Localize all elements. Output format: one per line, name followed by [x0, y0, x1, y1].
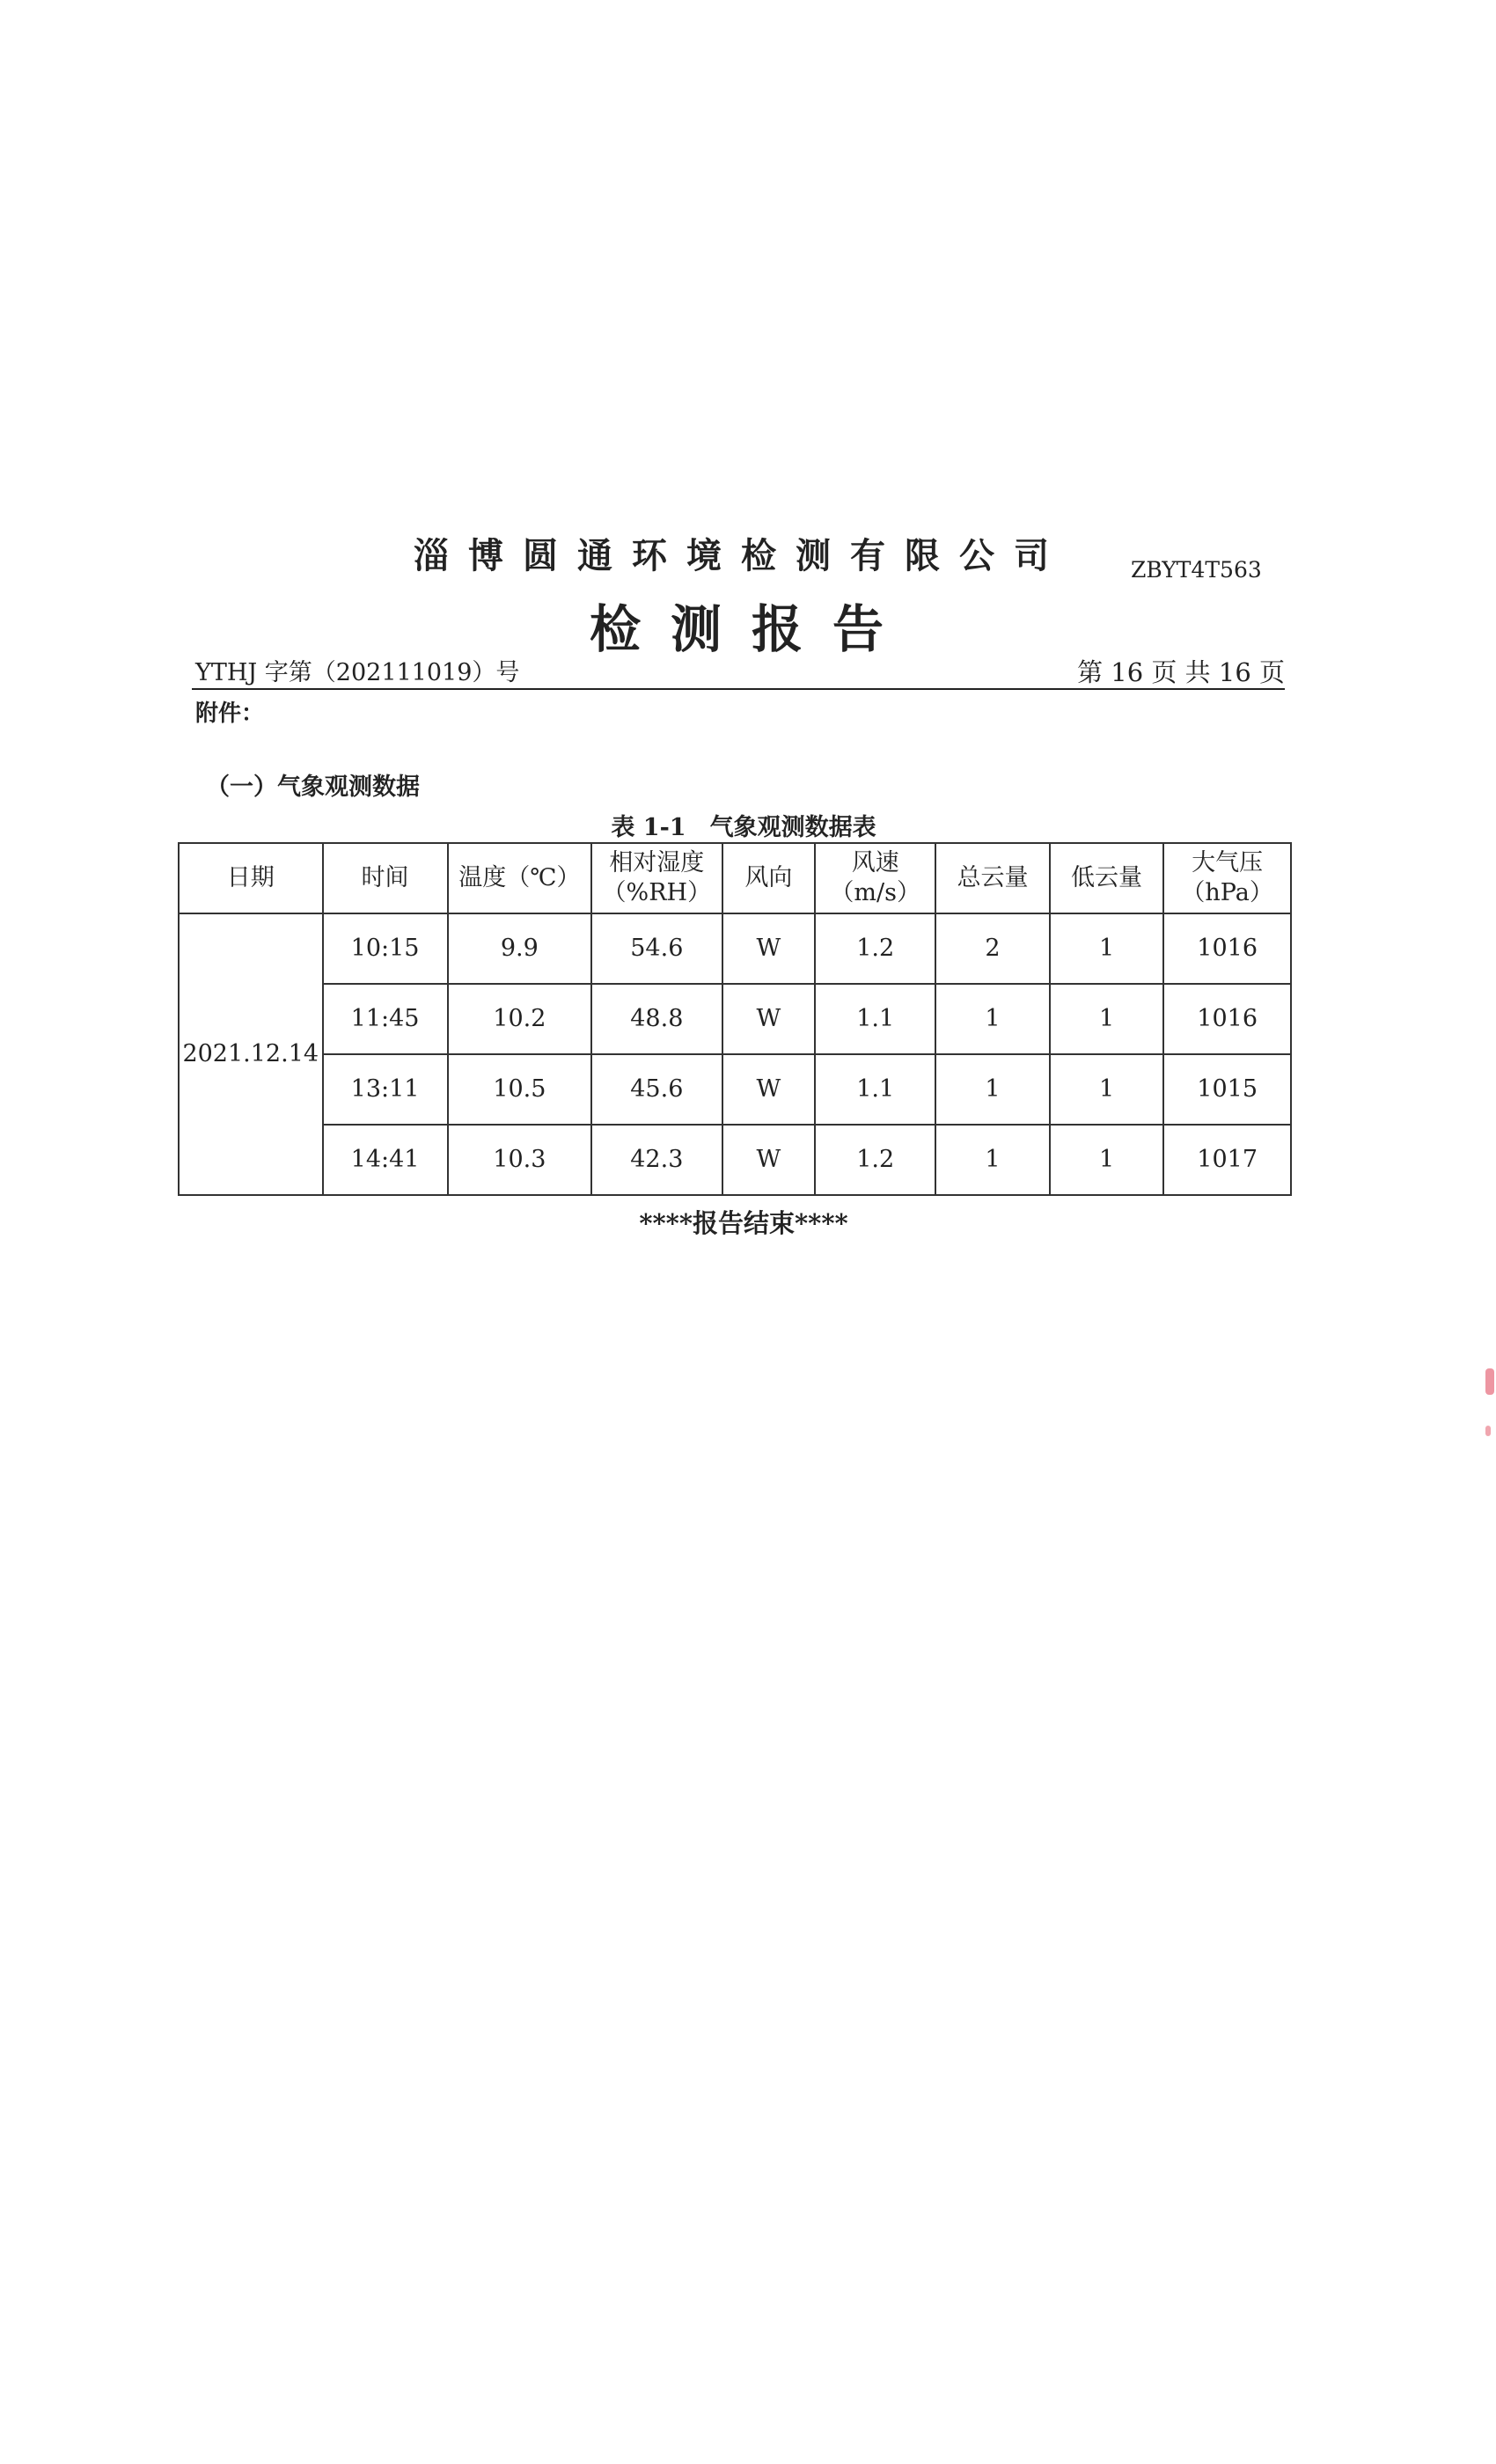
column-header-low-cloud: 低云量 [1050, 843, 1164, 913]
wind-speed-cell: 1.2 [815, 1125, 935, 1195]
pressure-cell: 1017 [1163, 1125, 1291, 1195]
wind-direction-cell: W [722, 984, 816, 1054]
table-caption: 表 1-1 气象观测数据表 [611, 814, 876, 841]
total-cloud-cell: 1 [935, 984, 1050, 1054]
table-row [179, 913, 1291, 984]
low-cloud-cell: 1 [1050, 1054, 1164, 1125]
table-header-row [179, 843, 1291, 913]
temperature-cell: 10.2 [448, 984, 592, 1054]
wind-direction-cell: W [722, 913, 816, 984]
column-header-time: 时间 [323, 843, 448, 913]
pressure-cell: 1016 [1163, 984, 1291, 1054]
column-header-wind-speed: 风速（m/s） [815, 843, 935, 913]
time-cell: 11:45 [323, 984, 448, 1054]
stamp-edge-mark [1485, 1426, 1491, 1436]
wind-direction-cell: W [722, 1125, 816, 1195]
total-cloud-cell: 1 [935, 1054, 1050, 1125]
section-title: （一）气象观测数据 [206, 774, 420, 801]
report-end-mark: ****报告结束**** [639, 1208, 848, 1238]
column-header-pressure: 大气压（hPa） [1163, 843, 1291, 913]
date-cell: 2021.12.14 [179, 913, 323, 1195]
temperature-cell: 10.5 [448, 1054, 592, 1125]
time-cell: 10:15 [323, 913, 448, 984]
total-cloud-cell: 1 [935, 1125, 1050, 1195]
wind-direction-cell: W [722, 1054, 816, 1125]
wind-speed-cell: 1.1 [815, 1054, 935, 1125]
pressure-cell: 1015 [1163, 1054, 1291, 1125]
time-cell: 14:41 [323, 1125, 448, 1195]
temperature-cell: 10.3 [448, 1125, 592, 1195]
total-cloud-cell: 2 [935, 913, 1050, 984]
low-cloud-cell: 1 [1050, 913, 1164, 984]
low-cloud-cell: 1 [1050, 1125, 1164, 1195]
stamp-edge-mark [1485, 1368, 1494, 1395]
temperature-cell: 9.9 [448, 913, 592, 984]
header-divider [192, 688, 1285, 690]
column-header-temperature: 温度（℃） [448, 843, 592, 913]
humidity-cell: 54.6 [591, 913, 722, 984]
column-header-date: 日期 [179, 843, 323, 913]
wind-speed-cell: 1.1 [815, 984, 935, 1054]
column-header-humidity: 相对湿度（%RH） [591, 843, 722, 913]
table-row [179, 984, 1291, 1054]
document-code: ZBYT4T563 [1131, 557, 1262, 583]
wind-speed-cell: 1.2 [815, 913, 935, 984]
table-row [179, 1125, 1291, 1195]
humidity-cell: 48.8 [591, 984, 722, 1054]
pressure-cell: 1016 [1163, 913, 1291, 984]
column-header-total-cloud: 总云量 [935, 843, 1050, 913]
weather-data-table [178, 842, 1292, 1196]
humidity-cell: 42.3 [591, 1125, 722, 1195]
report-title: 检测报告 [590, 599, 914, 659]
table-row [179, 1054, 1291, 1125]
page-number: 第 16 页 共 16 页 [1077, 657, 1285, 687]
time-cell: 13:11 [323, 1054, 448, 1125]
low-cloud-cell: 1 [1050, 984, 1164, 1054]
company-name: 淄博圆通环境检测有限公司 [414, 535, 1068, 576]
attachment-label: 附件： [195, 700, 265, 727]
humidity-cell: 45.6 [591, 1054, 722, 1125]
column-header-wind-direction: 风向 [722, 843, 816, 913]
report-number: YTHJ 字第（202111019）号 [195, 659, 520, 686]
